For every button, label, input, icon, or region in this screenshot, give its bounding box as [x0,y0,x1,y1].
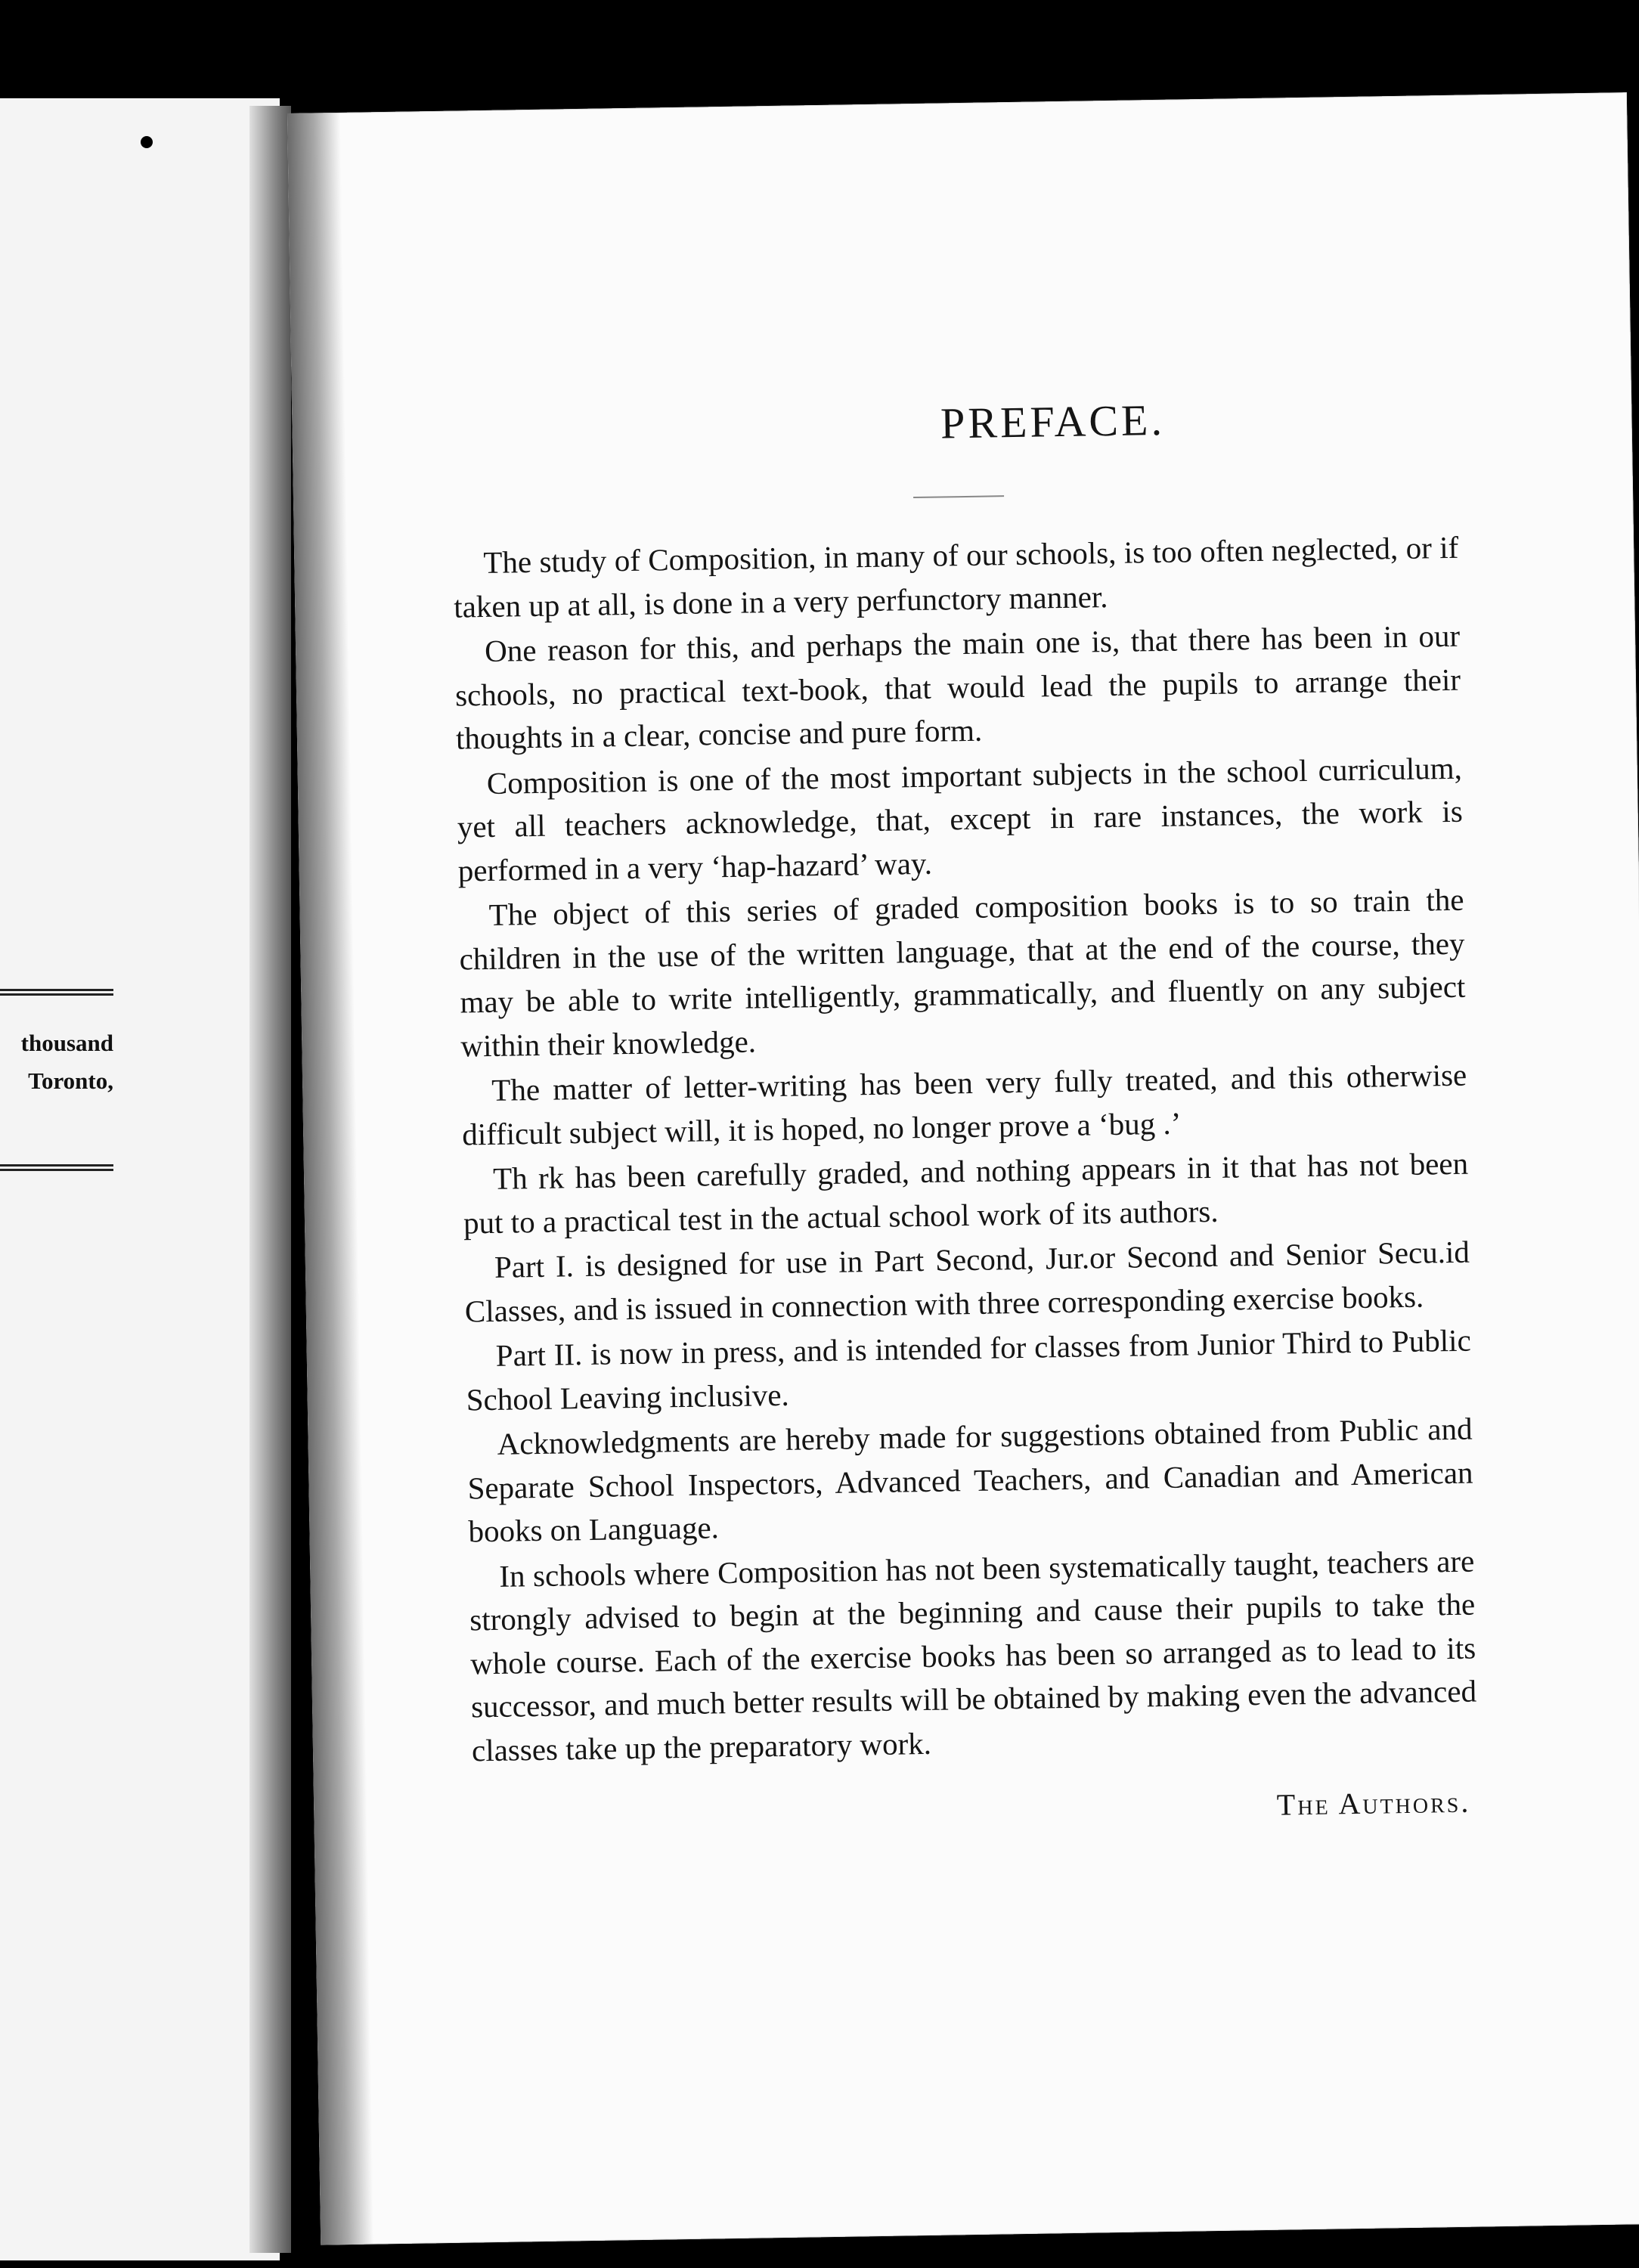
paragraph: The object of this series of graded composition books is to so train the children in the use of the written language, that at the end of the course, they may be able to write intelligently, grammatically, and fluently on any subject within their knowledge. [459,881,1466,1064]
paragraph: Part II. is now in press, and is intended for classes from Junior Third to Public School Leaving inclusive. [466,1322,1472,1417]
page-title: PREFACE. [940,395,1166,448]
paragraph: The matter of letter-writing has been very fully treated, and this otherwise difficult subject will, it is hoped, no longer prove a ‘bug .’ [461,1057,1467,1152]
left-page-rule-bottom [0,1164,113,1171]
title-divider [913,495,1004,498]
signature: The Authors. [1276,1784,1471,1822]
left-page-rule-top [0,989,113,996]
preface-body [453,526,1479,1836]
paragraph: One reason for this, and perhaps the main one is, that there has been in our schools, no practical text-book, that would lead the pupils to arrange their thoughts in a clear, concise and pure form. [454,618,1461,756]
left-page-line-toronto: Toronto, [28,1067,113,1094]
paragraph: In schools where Composition has not been systematically taught, teachers are strongly advised to begin at the beginning and cause their pupils to take the whole course. Each of the exercise books has been so arranged as to lead to its successor, and much better results will be obtained by making even the advanced classes take up the preparatory work. [469,1543,1477,1768]
preface-page [287,92,1639,2245]
paragraph: The study of Composition, in many of our schools, is too often neglected, or if taken up at all, is done in a very perfunctory manner. [453,529,1459,624]
ink-speck [141,136,153,148]
paragraph: Acknowledgments are hereby made for suggestions obtained from Public and Separate School Inspectors, Advanced Teachers, and Canadian and American books on Language. [467,1411,1473,1549]
left-facing-page [0,98,280,2260]
paragraph: Th rk has been carefully graded, and nothing appears in it that has not been put to a practical test in the actual school work of its authors. [463,1145,1469,1241]
left-page-line-thousand: thousand [20,1030,113,1056]
paragraph: Part I. is designed for use in Part Second, Jur.or Second and Senior Secu.id Classes, and is issued in connection with three corresponding exercise books. [464,1234,1470,1329]
book-gutter [249,106,291,2253]
paragraph: Composition is one of the most important subjects in the school curriculum, yet all teachers acknowledge, that, except in rare instances, the work is performed in a very ‘hap-hazard’ way. [457,750,1464,888]
page-edge-shadow [287,113,373,2245]
